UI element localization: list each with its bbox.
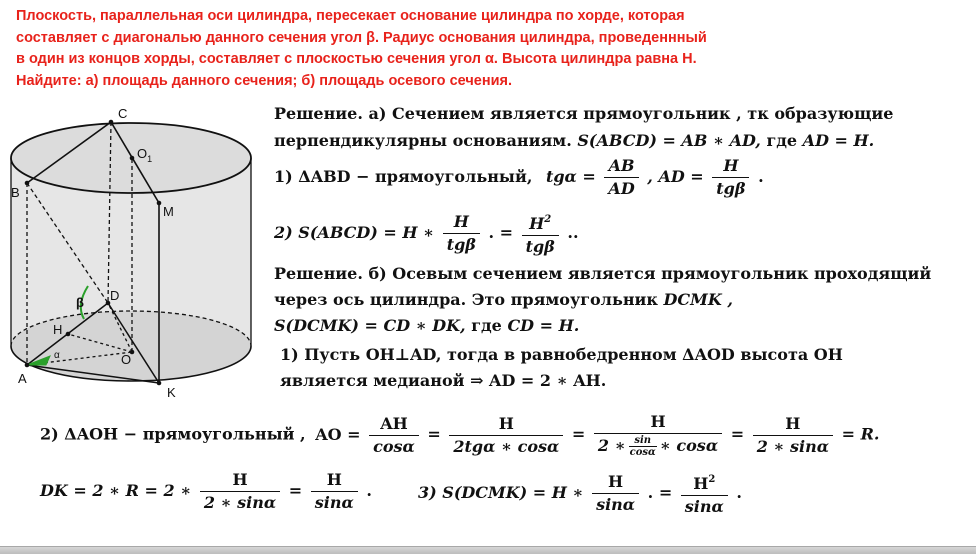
fraction-numerator: H — [311, 470, 358, 492]
fraction-h-over-2sinalpha — [200, 470, 280, 513]
step-1-prefix: 1) ΔABD − прямоугольный, — [274, 167, 533, 186]
fraction-numerator: H — [753, 414, 833, 436]
label-O1: $O_1$ — [137, 146, 153, 164]
label-A: A — [18, 371, 27, 386]
numerator-exponent: 2 — [544, 214, 552, 225]
fraction-numerator: H — [200, 470, 280, 492]
step-b3-prefix: 3) S(DCMK) = H ∗ — [418, 483, 584, 502]
fraction-numerator — [522, 210, 559, 236]
problem-line-1: Плоскость, параллельная оси цилиндра, пересекает основание цилиндра по хорде, которая — [16, 8, 685, 24]
solution-b-step-3 — [418, 470, 742, 517]
numerator-base: H — [529, 214, 545, 233]
fraction-denominator: cosα — [629, 447, 656, 458]
point-B — [25, 181, 30, 186]
solution-a-line-2 — [274, 131, 874, 150]
step-1-mid: , AD = — [647, 167, 704, 186]
solution-b-dk-line — [40, 470, 372, 513]
equals-sign: = — [571, 424, 586, 444]
point-O1 — [130, 156, 135, 161]
label-C: C — [118, 106, 128, 121]
point-C — [109, 120, 114, 125]
label-beta: β — [76, 295, 84, 310]
fraction-h2-over-sinalpha — [681, 470, 728, 517]
label-D: D — [110, 288, 120, 303]
fraction-numerator: AB — [604, 156, 638, 178]
solution-b-line-3 — [274, 316, 579, 335]
label-alpha: α — [54, 350, 60, 361]
fraction-denominator: cosα — [373, 436, 415, 456]
bottom-scrollbar-strip — [0, 546, 976, 554]
dk-formula: DK = 2 ∗ R = 2 ∗ — [40, 481, 192, 500]
numerator-base: H — [693, 474, 709, 493]
step-b2-ao-equals: AO = — [315, 424, 361, 444]
fraction-denominator: AD — [608, 179, 635, 198]
solution-a-ad-equals-h: AD = H. — [802, 131, 875, 150]
equals-sign: = — [427, 424, 441, 444]
problem-statement — [16, 6, 816, 92]
cylinder-figure — [6, 100, 268, 400]
point-M — [157, 201, 162, 206]
fraction-numerator: H — [443, 212, 480, 234]
fraction-denominator: tgβ — [716, 179, 746, 198]
solution-a-area-formula: S(ABCD) = AB ∗ AD, — [577, 131, 761, 150]
step-1-tg-left: tgα = — [545, 167, 596, 186]
solution-b-cd-equals-h: CD = H. — [507, 316, 580, 335]
step-b2-end: = R. — [841, 424, 880, 444]
solution-b-line-2 — [274, 290, 733, 309]
label-M: M — [163, 204, 174, 219]
equals-sign: = — [730, 424, 745, 444]
label-K: K — [167, 385, 176, 400]
step-2-end: .. — [567, 223, 579, 242]
dk-line-end: . — [366, 481, 372, 500]
fraction-denominator: sinα — [684, 497, 724, 516]
fraction-h-over-tgbeta — [443, 212, 480, 255]
point-H — [66, 332, 71, 337]
label-H: H — [53, 322, 63, 337]
fraction-numerator: H — [449, 414, 563, 436]
fraction-denominator: 2 ∗ sinα — [756, 436, 830, 456]
solution-b-area-formula: S(DCMK) = CD ∗ DK, — [274, 316, 466, 335]
solution-a-where: где — [766, 131, 798, 150]
fraction-numerator — [681, 470, 728, 496]
label-B: B — [11, 185, 20, 200]
step-1-end: . — [758, 167, 764, 186]
step-2-mid: . = — [488, 223, 514, 242]
fraction-denominator: 2tgα ∗ cosα — [453, 436, 560, 456]
nested-den-post: ∗ cosα — [659, 436, 719, 455]
solution-a-step-2 — [274, 210, 579, 257]
equals-sign: = — [288, 481, 303, 500]
fraction-h-over-tgbeta — [712, 156, 749, 199]
solution-b-step-1-line-1: 1) Пусть OH⊥AD, тогда в равнобедренном ΔAOD высота OH — [280, 345, 843, 364]
solution-b-line-1: Решение. б) Осевым сечением является прямоугольник проходящий — [274, 264, 932, 283]
step-b3-end: . — [736, 483, 742, 502]
problem-line-2: составляет с диагональю данного сечения угол β. Радиус основания цилиндра, проведеннный — [16, 29, 707, 46]
fraction-numerator: H — [594, 412, 722, 434]
fraction-numerator: H — [712, 156, 749, 178]
solution-b-line-2-text: через ось цилиндра. Это прямоугольник — [274, 290, 658, 309]
fraction-h-over-sinalpha — [311, 470, 358, 513]
fraction-ab-over-ad — [604, 156, 638, 199]
fraction-h2-over-tgbeta — [522, 210, 559, 257]
fraction-denominator: sinα — [596, 495, 636, 514]
problem-line-4: Найдите: а) площадь данного сечения; б) площадь осевого сечения. — [16, 72, 512, 89]
point-A — [25, 363, 30, 368]
fraction-ah-over-cosalpha — [369, 414, 419, 457]
step-2-prefix: 2) S(ABCD) = H ∗ — [274, 223, 435, 242]
fraction-denominator: tgβ — [525, 237, 555, 256]
solution-b-step-1-line-2: является медианой ⇒ AD = 2 ∗ AH. — [280, 371, 607, 390]
fraction-h-over-2tgalpha-cosalpha — [449, 414, 563, 457]
label-O: O — [121, 352, 132, 367]
problem-line-3: в один из концов хорды, составляет с плоскостью сечения угол α. Высота цилиндра равна Н. — [16, 51, 697, 67]
fraction-sin-over-cosalpha — [629, 435, 657, 458]
fraction-denominator: 2 ∗ sinα — [203, 493, 277, 512]
solution-b-where: где — [471, 316, 502, 335]
nested-den-pre: 2 ∗ — [597, 436, 626, 455]
fraction-denominator — [594, 434, 722, 458]
point-K — [157, 381, 162, 386]
step-b2-prefix: 2) ΔAOH − прямоугольный , — [40, 424, 306, 444]
fraction-denominator: sinα — [314, 493, 354, 512]
fraction-h-over-nested — [594, 412, 722, 458]
solution-b-rectangle-name: DCMK , — [663, 290, 733, 309]
numerator-exponent: 2 — [708, 474, 716, 485]
solution-b-step-2 — [40, 412, 879, 458]
fraction-h-over-sinalpha — [592, 472, 639, 515]
solution-a-line-2-text: перпендикулярны основаниям. — [274, 131, 572, 150]
fraction-numerator: H — [592, 472, 639, 494]
step-b3-mid: . = — [647, 483, 673, 502]
solution-a-step-1 — [274, 156, 764, 199]
fraction-denominator: tgβ — [446, 235, 476, 254]
fraction-numerator: sin — [629, 435, 657, 447]
solution-a-line-1: Решение. а) Сечением является прямоугольник , тк образующие — [274, 104, 894, 123]
fraction-h-over-2sinalpha — [753, 414, 833, 457]
fraction-numerator: AH — [369, 414, 419, 436]
